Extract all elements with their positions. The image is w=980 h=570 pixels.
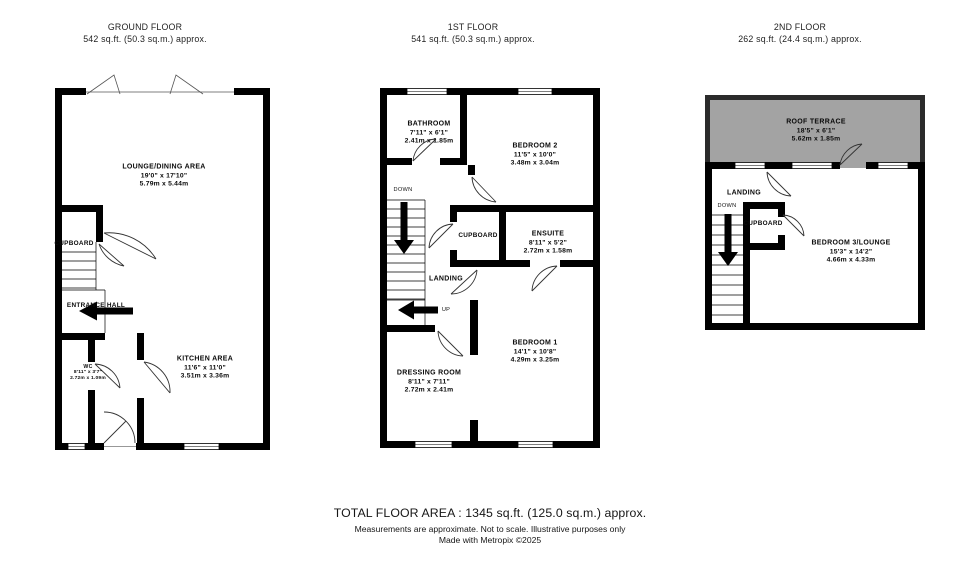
ground-floor-stairs xyxy=(62,242,105,333)
room-name: ENSUITE xyxy=(531,230,565,238)
room-dim-metric: 2.72m x 1.58m xyxy=(523,247,573,255)
room-label-entrance-hall xyxy=(67,302,125,310)
room-dim-imperial: 19'0" x 17'10" xyxy=(140,171,188,179)
room-name: BATHROOM xyxy=(407,120,451,128)
room-dim-imperial: 8'11" x 3'7" xyxy=(73,370,103,376)
room-dim-imperial: 18'5" x 6'1" xyxy=(796,126,836,134)
stairs-down-label: DOWN xyxy=(393,187,413,193)
room-dim-imperial: 14'1" x 10'8" xyxy=(513,347,557,355)
room-dim-imperial: 7'11" x 6'1" xyxy=(409,128,449,136)
first-floor-area: 541 sq.ft. (50.3 sq.m.) approx. xyxy=(411,33,535,44)
room-name: BEDROOM 2 xyxy=(512,142,558,150)
second-floor-header xyxy=(690,22,910,45)
room-dim-metric: 5.79m x 5.44m xyxy=(139,180,189,188)
room-label-landing-first xyxy=(429,276,463,285)
credit-text: Made with Metropix ©2025 xyxy=(438,535,542,545)
room-label-bedroom-3-lounge xyxy=(811,239,890,264)
room-name: ROOF TERRACE xyxy=(786,118,846,126)
room-name: LOUNGE/DINING AREA xyxy=(122,163,206,171)
room-label-cupboard-first xyxy=(458,232,497,240)
room-dim-metric: 2.72m x 2.41m xyxy=(404,386,454,394)
room-dim-metric: 3.51m x 3.36m xyxy=(180,372,230,380)
room-name: LANDING xyxy=(727,189,761,197)
room-dim-metric: 3.48m x 3.04m xyxy=(510,159,560,167)
room-dim-metric: 2.72m x 1.09m xyxy=(70,376,106,382)
room-dim-imperial: 11'5" x 10'0" xyxy=(513,150,557,158)
room-name: CUPBOARD xyxy=(743,220,783,227)
room-label-dressing-room xyxy=(397,369,461,394)
room-label-cupboard-second xyxy=(743,220,782,228)
stairs-down-arrow-icon xyxy=(718,214,738,266)
room-dim-imperial: 15'3" x 14'2" xyxy=(829,247,873,255)
room-dim-imperial: 8'11" x 7'11" xyxy=(408,377,450,385)
ground-floor-header xyxy=(35,22,255,45)
disclaimer-text: Measurements are approximate. Not to scale. Illustrative purposes only xyxy=(354,524,626,534)
stairs-up-label: UP xyxy=(441,307,451,313)
room-name: ENTRANCE HALL xyxy=(66,302,126,309)
ground-floor-area: 542 sq.ft. (50.3 sq.m.) approx. xyxy=(83,33,207,44)
room-name: CUPBOARD xyxy=(54,240,94,247)
bifold-patio-doors xyxy=(86,75,234,94)
ground-floor-plan xyxy=(55,75,270,450)
first-floor-title: 1ST FLOOR xyxy=(447,22,499,32)
room-label-bedroom-2 xyxy=(511,142,560,167)
room-dim-metric: 4.66m x 4.33m xyxy=(826,256,876,264)
room-dim-metric: 4.29m x 3.25m xyxy=(510,356,560,364)
room-label-lounge-dining-area xyxy=(122,163,205,188)
room-dim-metric: 5.62m x 1.85m xyxy=(791,135,841,143)
room-label-landing-second xyxy=(727,190,761,199)
first-floor-header xyxy=(363,22,583,45)
room-dim-imperial: 11'6" x 11'0" xyxy=(184,363,226,371)
room-name: KITCHEN AREA xyxy=(176,355,234,363)
room-name: LANDING xyxy=(429,275,463,283)
room-name: DRESSING ROOM xyxy=(396,369,462,377)
stairs-down-arrow-icon xyxy=(394,202,414,254)
room-dim-metric: 2.41m x 1.85m xyxy=(404,137,454,145)
ground-floor-title: GROUND FLOOR xyxy=(107,22,183,32)
footer xyxy=(290,506,690,550)
room-dim-imperial: 8'11" x 5'2" xyxy=(528,238,568,246)
room-name: BEDROOM 1 xyxy=(512,339,558,347)
room-label-ensuite xyxy=(524,230,573,255)
total-floor-area: TOTAL FLOOR AREA : 1345 sq.ft. (125.0 sq.m.) approx. xyxy=(333,506,647,520)
room-name: BEDROOM 3/LOUNGE xyxy=(811,239,891,247)
room-label-kitchen-area xyxy=(177,355,233,380)
stairs-up-arrow-icon xyxy=(398,301,438,320)
second-floor-windows xyxy=(735,163,908,169)
stairs-down-label: DOWN xyxy=(717,203,737,209)
room-label-wc xyxy=(70,364,106,382)
room-label-roof-terrace xyxy=(786,118,846,143)
room-name: WC xyxy=(83,363,93,370)
room-label-cupboard-ground xyxy=(54,240,93,248)
room-label-bathroom xyxy=(405,120,454,145)
room-label-bedroom-1 xyxy=(511,339,560,364)
second-floor-title: 2ND FLOOR xyxy=(773,22,827,32)
second-floor-area: 262 sq.ft. (24.4 sq.m.) approx. xyxy=(738,33,862,44)
ground-floor-doors xyxy=(95,233,170,447)
room-name: CUPBOARD xyxy=(458,232,498,239)
ground-floor-walls xyxy=(55,88,270,450)
